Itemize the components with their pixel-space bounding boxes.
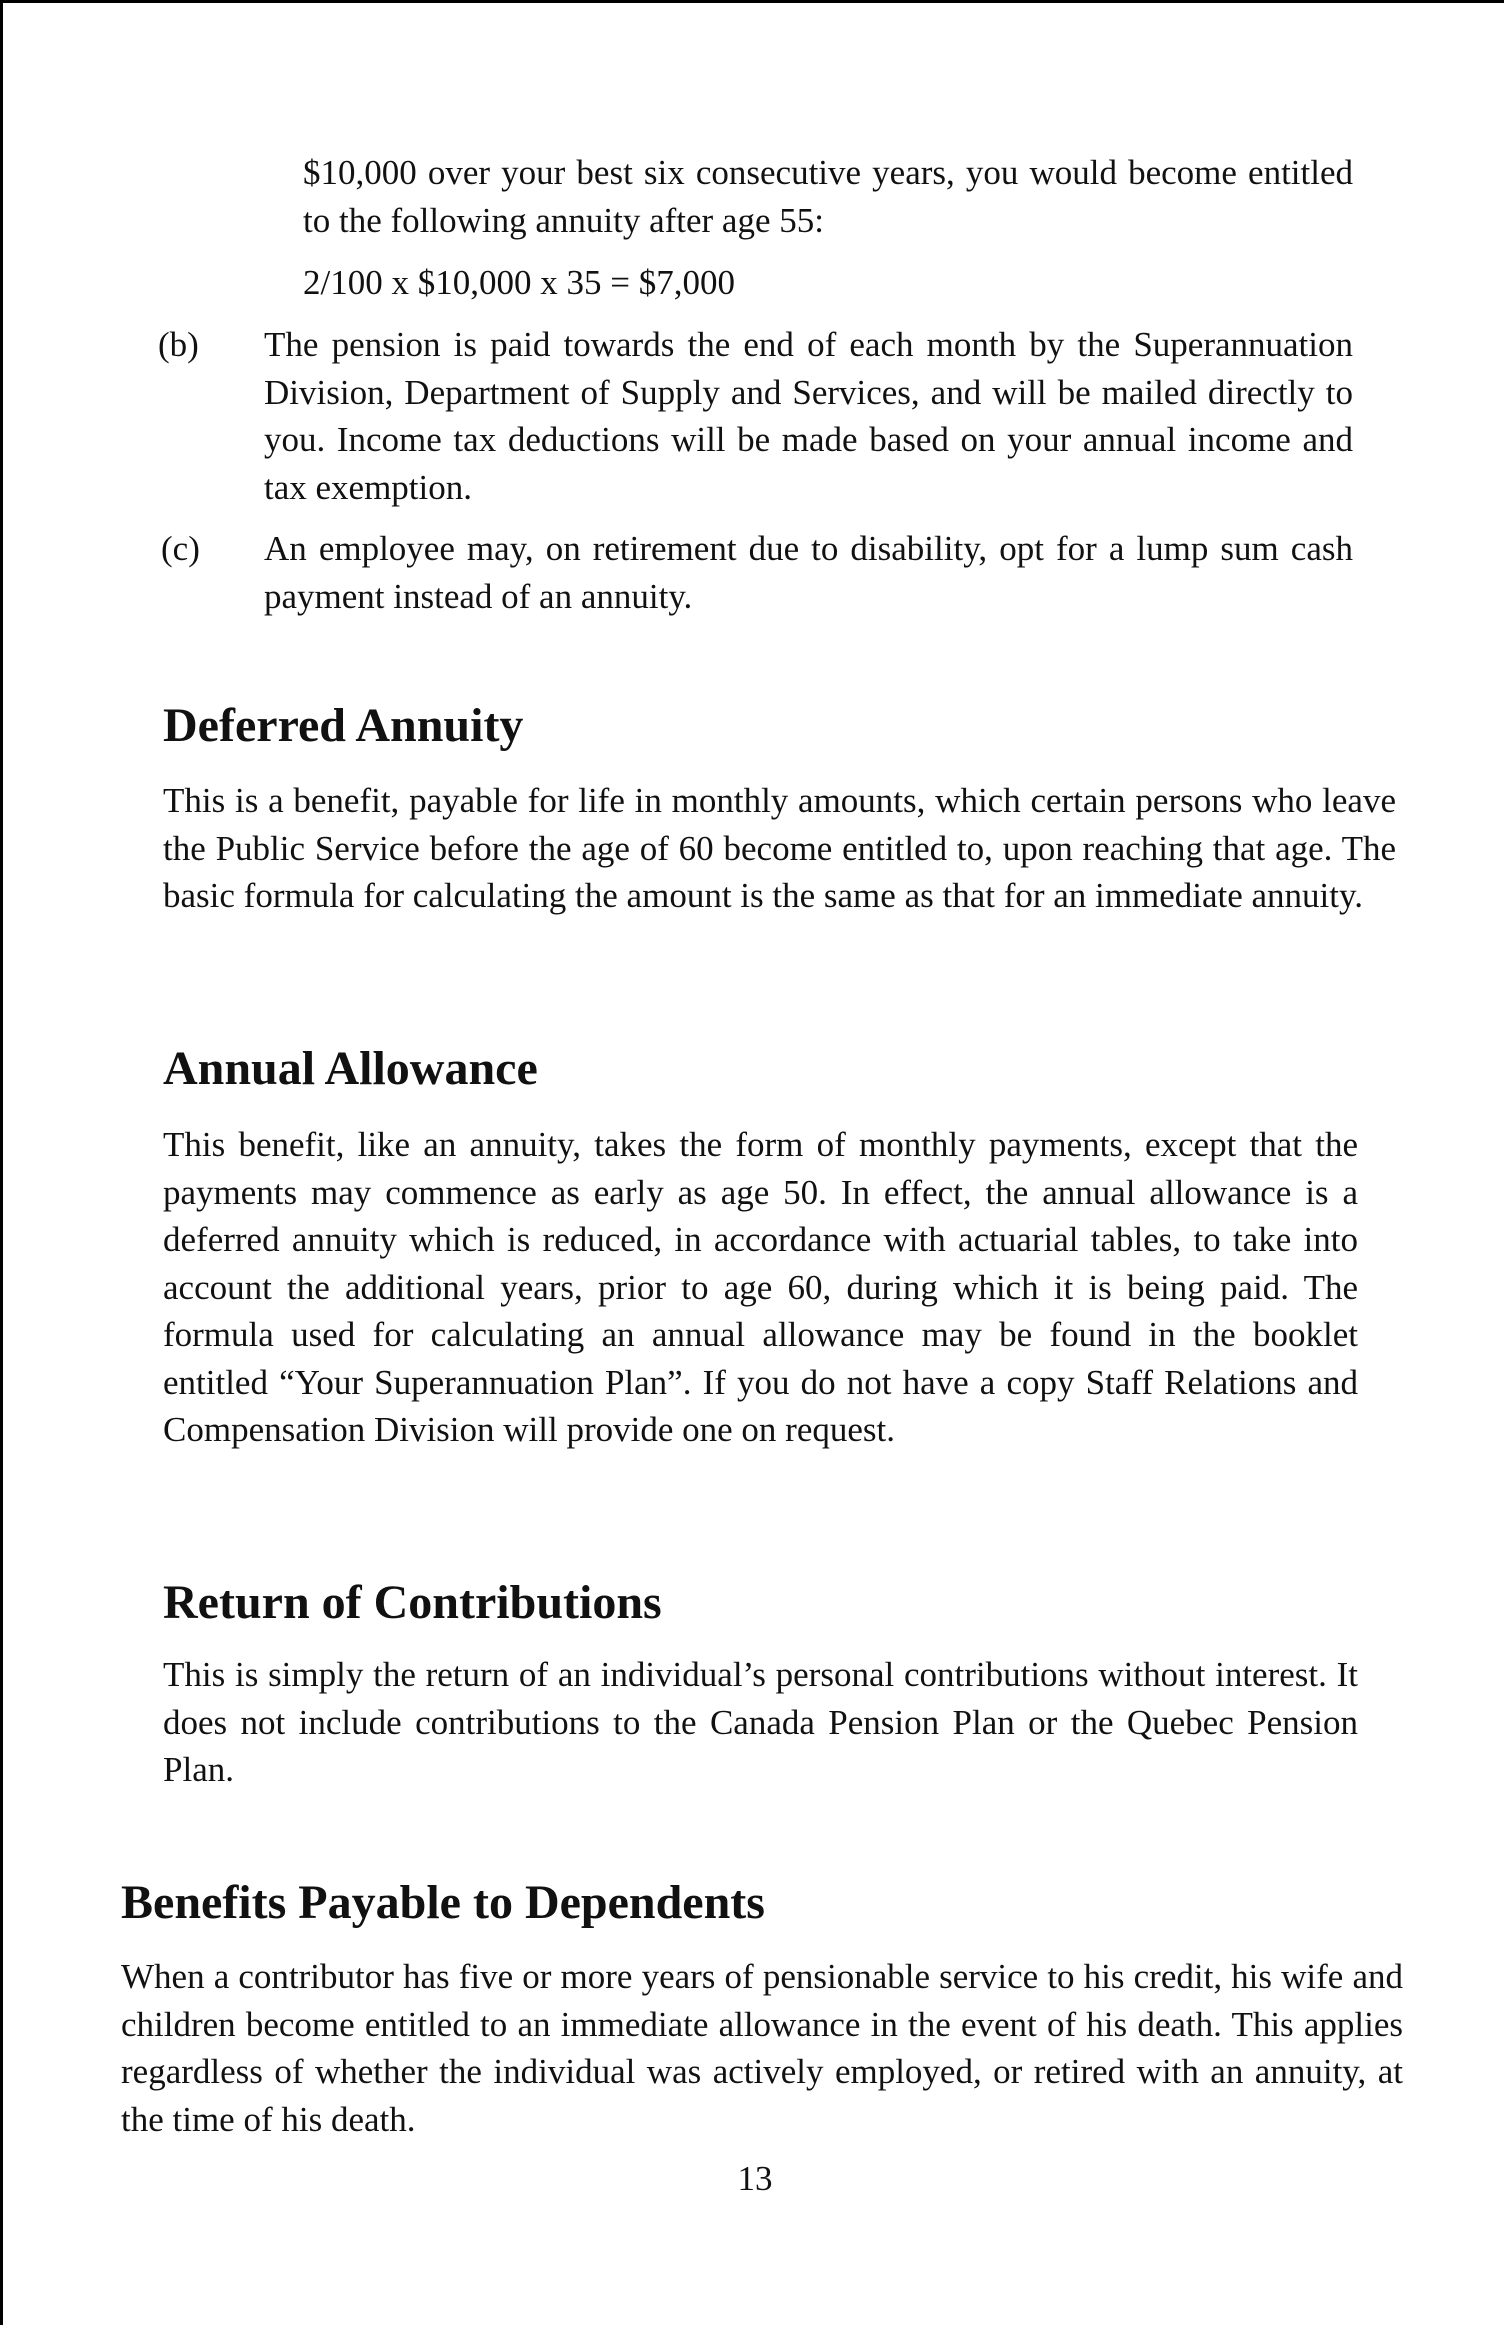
section-body-deferred-annuity: This is a benefit, payable for life in monthly amounts, which certain persons who leave the Public Service before the age of 60 become entitled to, upon reaching that age. The basic formula for calculating the amount is the same as that for an immediate annuity. [163, 781, 1396, 915]
section-heading-annual-allowance: Annual Allowance [163, 1042, 538, 1095]
section-heading-deferred-annuity: Deferred Annuity [163, 699, 524, 752]
page-number: 13 [737, 2159, 773, 2198]
annuity-formula: 2/100 x $10,000 x 35 = $7,000 [303, 263, 735, 302]
item-marker-b: (b) [158, 325, 199, 364]
section-body-return-of-contributions: This is simply the return of an individual’s personal contributions without interest. It does not include contributions to the Canada Pension Plan or the Quebec Pension Plan. [163, 1655, 1358, 1789]
item-text-b: The pension is paid towards the end of each month by the Superannuation Division, Department of Supply and Services, and will be mailed directly to you. Income tax deductions will be made based on your annual income and tax exemption. [264, 325, 1353, 507]
section-heading-return-of-contributions: Return of Contributions [163, 1576, 662, 1629]
item-text-c: An employee may, on retirement due to disability, opt for a lump sum cash payment instead of an annuity. [264, 529, 1353, 616]
intro-paragraph: $10,000 over your best six consecutive years, you would become entitled to the following annuity after age 55: [303, 153, 1353, 240]
item-marker-c: (c) [161, 529, 200, 568]
section-body-benefits-payable-to-dependents: When a contributor has five or more years of pensionable service to his credit, his wife and children become entitled to an immediate allowance in the event of his death. This applies regardless of whether the individual was actively employed, or retired with an annuity, at the time of his death. [121, 1957, 1403, 2139]
section-heading-benefits-payable-to-dependents: Benefits Payable to Dependents [121, 1876, 765, 1929]
section-body-annual-allowance: This benefit, like an annuity, takes the form of monthly payments, except that the payments may commence as early as age 50. In effect, the annual allowance is a deferred annuity which is reduced, in accordance with actuarial tables, to take into account the additional years, prior to age 60, during which it is being paid. The formula used for calculating an annual allowance may be found in the booklet entitled “Your Superannuation Plan”. If you do not have a copy Staff Relations and Compensation Division will provide one on request. [163, 1125, 1358, 1449]
